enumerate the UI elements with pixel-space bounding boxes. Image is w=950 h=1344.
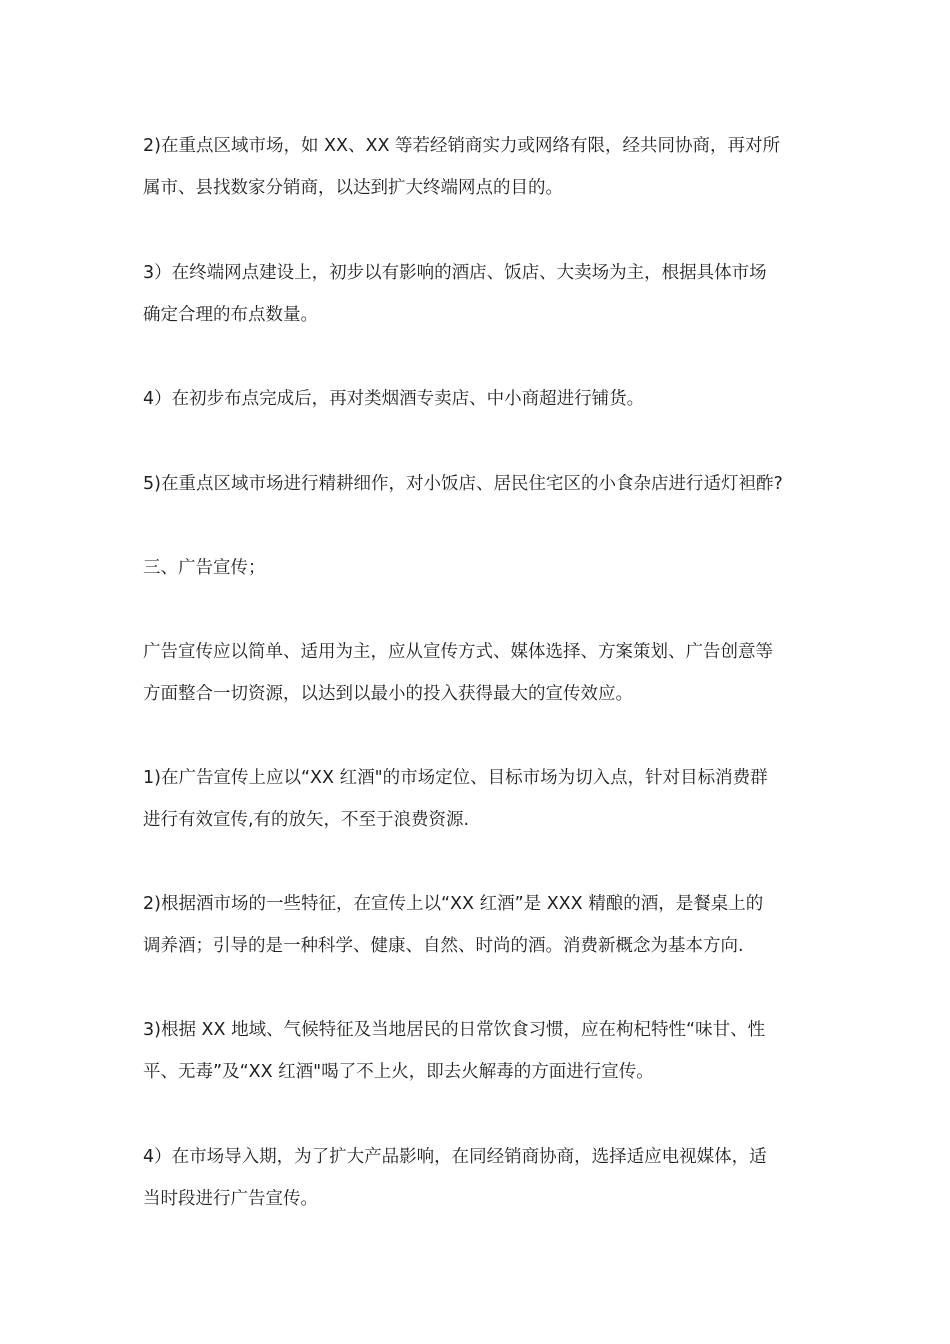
- text-line: 2)根据酒市场的一些特征，在宣传上以“XX 红酒”是 XXX 精酿的酒，是餐桌上的: [143, 894, 764, 914]
- paragraph-7: [143, 885, 815, 965]
- paragraph-2: [143, 254, 815, 334]
- text-line: 5)在重点区域市场进行精耕细作，对小饭店、居民住宅区的小食杂店进行适灯袒酢?: [143, 474, 783, 494]
- text-line: 确定合理的布点数量。: [143, 305, 318, 325]
- text-line: 2)在重点区域市场，如 XX、XX 等若经销商实力或网络有限，经共同协商，再对所: [143, 136, 781, 156]
- paragraph-1: [143, 127, 815, 207]
- text-line: 4）在初步布点完成后，再对类烟酒专卖店、中小商超进行铺货。: [143, 389, 645, 409]
- text-line: 属市、县找数家分销商，以达到扩大终端网点的目的。: [143, 178, 563, 198]
- text-line: 3)根据 XX 地域、气候特征及当地居民的日常饮食习惯，应在枸杞特性“味甘、性: [143, 1020, 766, 1040]
- text-line: 三、广告宣传；: [143, 558, 266, 578]
- paragraph-4: [143, 465, 815, 503]
- text-line: 方面整合一切资源，以达到以最小的投入获得最大的宣传效应。: [143, 684, 633, 704]
- text-line: 1)在广告宣传上应以“XX 红酒"的市场定位、目标市场为切入点，针对目标消费群: [143, 768, 768, 788]
- text-line: 平、无毒”及“XX 红酒"喝了不上火，即去火解毒的方面进行宣传。: [143, 1062, 654, 1082]
- section-heading: [143, 549, 815, 587]
- paragraph-6: [143, 759, 815, 839]
- text-line: 调养酒；引导的是一种科学、健康、自然、时尚的酒。消费新概念为基本方向.: [143, 936, 744, 956]
- paragraph-5: [143, 633, 815, 713]
- paragraph-9: [143, 1138, 815, 1218]
- text-line: 4）在市场导入期，为了扩大产品影响，在同经销商协商，选择适应电视媒体，适: [143, 1147, 767, 1167]
- paragraph-3: [143, 380, 815, 418]
- text-line: 当时段进行广告宣传。: [143, 1189, 318, 1209]
- paragraph-8: [143, 1011, 815, 1091]
- text-line: 3）在终端网点建设上，初步以有影响的酒店、饭店、大卖场为主，根据具体市场: [143, 263, 767, 283]
- text-line: 广告宣传应以简单、适用为主，应从宣传方式、媒体选择、方案策划、广告创意等: [143, 642, 773, 662]
- text-line: 进行有效宣传,有的放矢，不至于浪费资源.: [143, 810, 470, 830]
